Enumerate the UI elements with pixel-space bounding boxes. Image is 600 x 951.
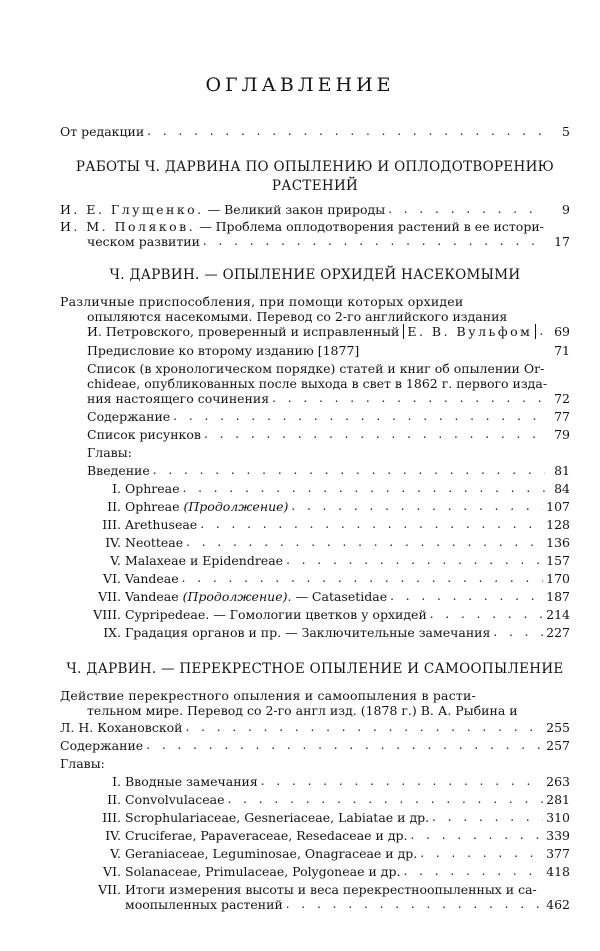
toc-entry-chronology: ния настоящего сочинения . . . 72: [87, 391, 570, 406]
section-heading-cross-pollination: Ч. ДАРВИН. — ПЕРЕКРЕСТНОЕ ОПЫЛЕНИЕ И САМООПЫЛЕНИЕ: [66, 661, 564, 677]
toc-chapter-row: V. Geraniaceae, Leguminosae, Onagraceae и др. . . . 377: [87, 846, 570, 861]
translator-name-box: Е. В. Вульфом: [403, 324, 536, 339]
cross-work-title-line2: тельном мире. Перевод со 2-го англ изд. (1878 г.) В. А. Рыбина и: [87, 703, 518, 718]
toc-chapter-row: V. Malaxeae и Epidendreae . . . 157: [87, 553, 570, 568]
page-title: ОГЛАВЛЕНИЕ: [205, 74, 395, 96]
toc-entry-cross-work: Л. Н. Кохановской . . . 255: [60, 720, 570, 735]
toc-chapter-row: IV. Cruciferae, Papaveraceae, Resedaceae и др. . . . 339: [87, 828, 570, 843]
toc-entry-chronology-line1: Список (в хронологическом порядке) статей и книг об опылении Or-: [87, 361, 545, 376]
toc-chapter-row: VII. Vandeae (Продолжение). — Catasetidae . . . 187: [87, 589, 570, 604]
toc-chapter-row: IX. Градация органов и пр. — Заключительные замечания . . . 227: [87, 625, 570, 640]
toc-entry-figures: Список рисунков . . . 79: [87, 427, 570, 442]
toc-chapter-row: II. Ophreae (Продолжение) . . . 107: [87, 499, 570, 514]
toc-chapter-row: VI. Vandeae . . . 170: [87, 571, 570, 586]
orchids-work-title-line1: Различные приспособления, при помощи которых орхидеи: [60, 294, 464, 309]
section-heading-pollination-works: РАБОТЫ Ч. ДАРВИНА ПО ОПЫЛЕНИЮ И ОПЛОДОТВОРЕНИЮ РАСТЕНИЙ: [75, 159, 555, 194]
toc-chapter-row: VI. Solanaceae, Primulaceae, Polygoneae и др. . . . 418: [87, 864, 570, 879]
toc-entry-glushchenko: И. Е. Глущенко. — Великий закон природы . . . 9: [60, 202, 570, 217]
toc-entry-polyakov-line1: И. М. Поляков. — Проблема оплодотворения растений в ее истори-: [60, 219, 544, 234]
toc-chapter-row: VIII. Cypripedeae. — Гомологии цветков у орхидей . . . 214: [87, 607, 570, 622]
toc-entry-orchids-work: И. Петровского, проверенный и исправленный Е. В. Вульфом . . . 69: [87, 324, 570, 339]
toc-chapter-row: I. Ophreae . . . 84: [87, 481, 570, 496]
toc-chapter-row: I. Вводные замечания . . . 263: [87, 774, 570, 789]
cross-work-title-line1: Действие перекрестного опыления и самоопыления в расти-: [60, 688, 476, 703]
toc-entry-cross-contents: Содержание . . . 257: [60, 738, 570, 753]
section-heading-orchids: Ч. ДАРВИН. — ОПЫЛЕНИЕ ОРХИДЕЙ НАСЕКОМЫМИ: [109, 267, 521, 283]
toc-entry-chronology-line2: chideae, опубликованных после выхода в свет в 1862 г. первого изда-: [87, 376, 548, 391]
chapters-label: Главы:: [87, 445, 132, 460]
toc-chapter-row: IV. Neotteae . . . 136: [87, 535, 570, 550]
toc-chapter-row-multiline: VII. Итоги измерения высоты и веса перекрестноопыленных и са-: [98, 882, 537, 897]
toc-entry-preface: Предисловие ко второму изданию [1877] 71: [87, 343, 570, 358]
toc-entry-editorial: От редакции . . . 5: [60, 124, 570, 139]
toc-chapter-row: моопыленных растений . . . 462: [125, 897, 570, 912]
orchids-work-title-line2: опыляются насекомыми. Перевод со 2-го английского издания: [87, 309, 508, 324]
toc-chapter-row: III. Scrophulariaceae, Gesneriaceae, Labiatae и др. . . . 310: [87, 810, 570, 825]
toc-chapter-row: II. Convolvulaceae . . . 281: [87, 792, 570, 807]
toc-entry-contents: Содержание . . . 77: [87, 409, 570, 424]
cross-chapters-label: Главы:: [60, 756, 105, 771]
toc-chapter-row: III. Arethuseae . . . 128: [87, 517, 570, 532]
toc-entry-polyakov: ческом развитии . . . 17: [87, 234, 570, 249]
toc-entry-introduction: Введение . . . 81: [87, 463, 570, 478]
